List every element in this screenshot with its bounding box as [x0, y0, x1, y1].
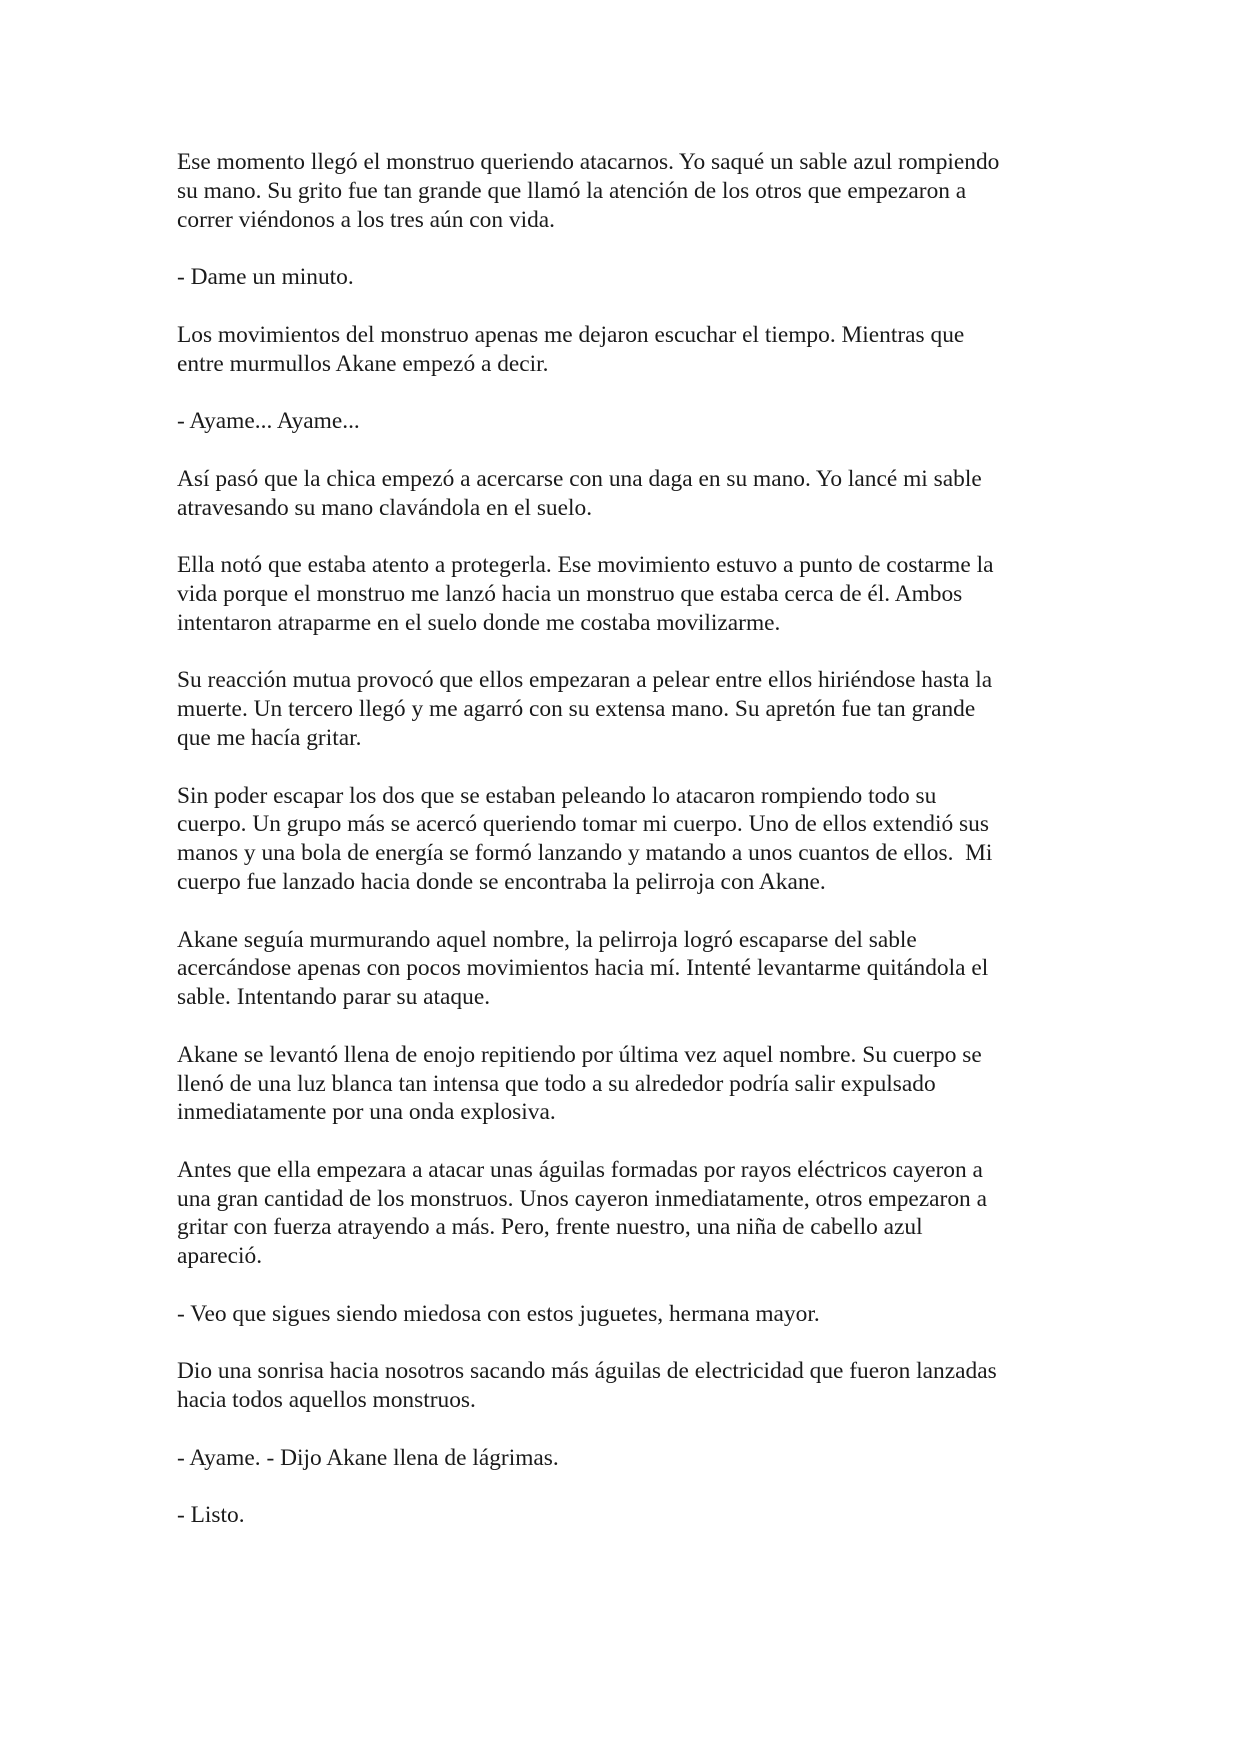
paragraph	[177, 465, 1077, 523]
text-line: sable. Intentando parar su ataque.	[177, 984, 491, 1011]
paragraph	[177, 926, 1077, 1012]
text-line: cuerpo. Un grupo más se acercó queriendo tomar mi cuerpo. Uno de ellos extendió sus	[177, 811, 989, 838]
text-line: correr viéndonos a los tres aún con vida.	[177, 206, 556, 233]
text-line: Antes que ella empezara a atacar unas águilas formadas por rayos eléctricos cayeron a	[177, 1156, 983, 1183]
text-line: que me hacía gritar.	[177, 724, 362, 751]
paragraph	[177, 1501, 1077, 1530]
text-line: - Listo.	[177, 1502, 245, 1529]
text-line: gritar con fuerza atrayendo a más. Pero, frente nuestro, una niña de cabello azul	[177, 1214, 923, 1241]
paragraph	[177, 321, 1077, 379]
document-body	[177, 148, 1077, 1559]
paragraph	[177, 1444, 1077, 1473]
text-line: Dio una sonrisa hacia nosotros sacando más águilas de electricidad que fueron lanzadas	[177, 1358, 997, 1385]
text-line: hacia todos aquellos monstruos.	[177, 1387, 476, 1414]
text-line: Los movimientos del monstruo apenas me dejaron escuchar el tiempo. Mientras que	[177, 321, 965, 348]
paragraph	[177, 407, 1077, 436]
text-line: Ese momento llegó el monstruo queriendo atacarnos. Yo saqué un sable azul rompiendo	[177, 149, 1000, 175]
text-line: Akane se levantó llena de enojo repitiendo por última vez aquel nombre. Su cuerpo se	[177, 1041, 982, 1068]
text-line: - Ayame. - Dijo Akane llena de lágrimas.	[177, 1444, 559, 1471]
text-line: - Dame un minuto.	[177, 264, 354, 291]
paragraph	[177, 1156, 1077, 1271]
text-line: Sin poder escapar los dos que se estaban peleando lo atacaron rompiendo todo su	[177, 782, 937, 809]
text-line: manos y una bola de energía se formó lanzando y matando a unos cuantos de ellos. Mi	[177, 840, 993, 867]
text-line: apareció.	[177, 1243, 263, 1270]
paragraph	[177, 782, 1077, 897]
text-line: - Ayame... Ayame...	[177, 408, 360, 435]
text-line: Ella notó que estaba atento a protegerla. Ese movimiento estuvo a punto de costarme la	[177, 552, 994, 579]
text-line: llenó de una luz blanca tan intensa que todo a su alrededor podría salir expulsado	[177, 1070, 936, 1097]
text-line: acercándose apenas con pocos movimientos hacia mí. Intenté levantarme quitándola el	[177, 955, 989, 982]
text-line: atravesando su mano clavándola en el suelo.	[177, 494, 593, 521]
paragraph	[177, 1357, 1077, 1415]
paragraph	[177, 666, 1077, 752]
text-line: - Veo que sigues siendo miedosa con estos juguetes, hermana mayor.	[177, 1300, 820, 1327]
text-line: una gran cantidad de los monstruos. Unos cayeron inmediatamente, otros empezaron a	[177, 1185, 987, 1212]
paragraph	[177, 263, 1077, 292]
paragraph	[177, 148, 1077, 234]
paragraph	[177, 1041, 1077, 1127]
text-line: Así pasó que la chica empezó a acercarse con una daga en su mano. Yo lancé mi sable	[177, 465, 982, 492]
paragraph	[177, 1300, 1077, 1329]
text-line: vida porque el monstruo me lanzó hacia un monstruo que estaba cerca de él. Ambos	[177, 580, 963, 607]
text-line: Su reacción mutua provocó que ellos empezaran a pelear entre ellos hiriéndose hasta la	[177, 667, 993, 694]
text-line: su mano. Su grito fue tan grande que llamó la atención de los otros que empezaron a	[177, 177, 967, 204]
text-line: inmediatamente por una onda explosiva.	[177, 1099, 556, 1126]
text-line: Akane seguía murmurando aquel nombre, la pelirroja logró escaparse del sable	[177, 926, 917, 953]
text-line: muerte. Un tercero llegó y me agarró con su extensa mano. Su apretón fue tan grande	[177, 696, 976, 723]
text-line: intentaron atraparme en el suelo donde me costaba movilizarme.	[177, 609, 781, 636]
paragraph	[177, 551, 1077, 637]
text-line: entre murmullos Akane empezó a decir.	[177, 350, 549, 377]
text-line: cuerpo fue lanzado hacia donde se encontraba la pelirroja con Akane.	[177, 868, 826, 895]
